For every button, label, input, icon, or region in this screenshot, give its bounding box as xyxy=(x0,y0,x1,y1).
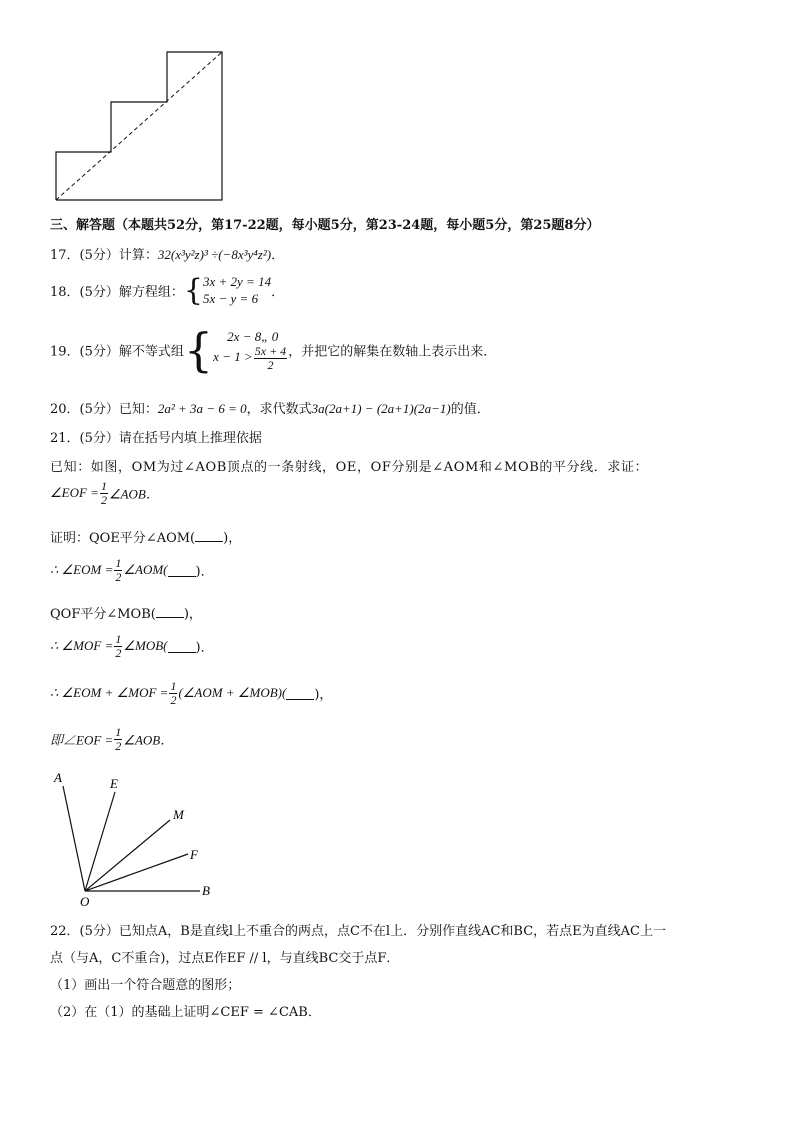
ray-OM xyxy=(85,820,170,891)
question-17: 17．(5分）计算：32(x³y²z)³ ÷(−8x³y⁴z²)． xyxy=(50,247,285,263)
question-19: 19．(5分）解不等式组{ 2x − 8„ 0 x − 1 > $\frac{5x + 4}{2}$ ，并把它的解集在数轴上表示出来． xyxy=(50,323,497,377)
answer-blank-4[interactable] xyxy=(168,640,196,653)
label-M: M xyxy=(173,807,184,822)
section-heading: 三、解答题（本题共52分，第17-22题，每小题5分，第23-24题，每小题5分，第25题8分） xyxy=(50,218,600,233)
question-21-title: 21．(5分）请在括号内填上推理依据 xyxy=(50,431,262,446)
answer-blank-1[interactable] xyxy=(195,529,223,542)
label-O: O xyxy=(80,894,90,909)
question-22-sub2: （2）在（1）的基础上证明∠CEF = ∠CAB． xyxy=(50,1005,321,1020)
question-22-line1: 22．(5分）已知点A，B是直线l上不重合的两点，点C不在l上．分别作直线AC和BC，若点E为直线AC上一 xyxy=(50,924,666,939)
angle-figure xyxy=(48,768,228,910)
staircase-figure xyxy=(50,48,230,204)
ray-OA xyxy=(63,786,85,891)
question-22-sub1: （1）画出一个符合题意的图形； xyxy=(50,978,241,993)
proof-step-3: QOF平分∠MOB( )， xyxy=(50,607,202,622)
ray-OE xyxy=(85,792,115,891)
proof-step-1: 证明：QOE平分∠AOM( )， xyxy=(50,531,242,546)
answer-blank-5[interactable] xyxy=(286,687,314,700)
label-E: E xyxy=(110,776,118,791)
inequality-system: 2x − 8„ 0 x − 1 > $\frac{5x + 4}{2}$ xyxy=(213,328,287,372)
question-18: 18．(5分）解方程组：{ 3x + 2y = 14 5x − y = 6 ． xyxy=(50,273,285,308)
question-20: 20．(5分）已知：2a² + 3a − 6 = 0，求代数式3a(2a+1) − (2a+1)(2a−1)的值． xyxy=(50,401,490,417)
question-22-line2: 点（与A，C不重合)，过点E作EF // l，与直线BC交于点F． xyxy=(50,951,400,966)
proof-step-5: ∴ ∠EOM + ∠MOF = $\frac{1}{2}$ (∠AOM + ∠MOB)( )， xyxy=(50,679,333,707)
question-21-claim: ∠EOF = $\frac{1}{2}$ ∠AOB． xyxy=(50,479,159,507)
proof-step-6: 即∠EOF = $\frac{1}{2}$ ∠AOB． xyxy=(50,725,174,753)
question-21-given: 已知：如图，OM为过∠AOB顶点的一条射线，OE，OF分别是∠AOM和∠MOB的平分线．求证： xyxy=(50,460,649,475)
label-A: A xyxy=(54,770,62,785)
proof-step-4: ∴ ∠MOF = $\frac{1}{2}$ ∠MOB( )． xyxy=(50,632,214,660)
proof-step-2: ∴ ∠EOM = $\frac{1}{2}$ ∠AOM( )． xyxy=(50,556,214,584)
staircase-diagonal xyxy=(56,52,222,200)
answer-blank-3[interactable] xyxy=(156,605,184,618)
answer-blank-2[interactable] xyxy=(168,564,196,577)
label-F: F xyxy=(190,847,198,862)
label-B: B xyxy=(202,883,210,898)
ray-OF xyxy=(85,854,188,891)
equation-system: 3x + 2y = 14 5x − y = 6 xyxy=(202,274,272,306)
